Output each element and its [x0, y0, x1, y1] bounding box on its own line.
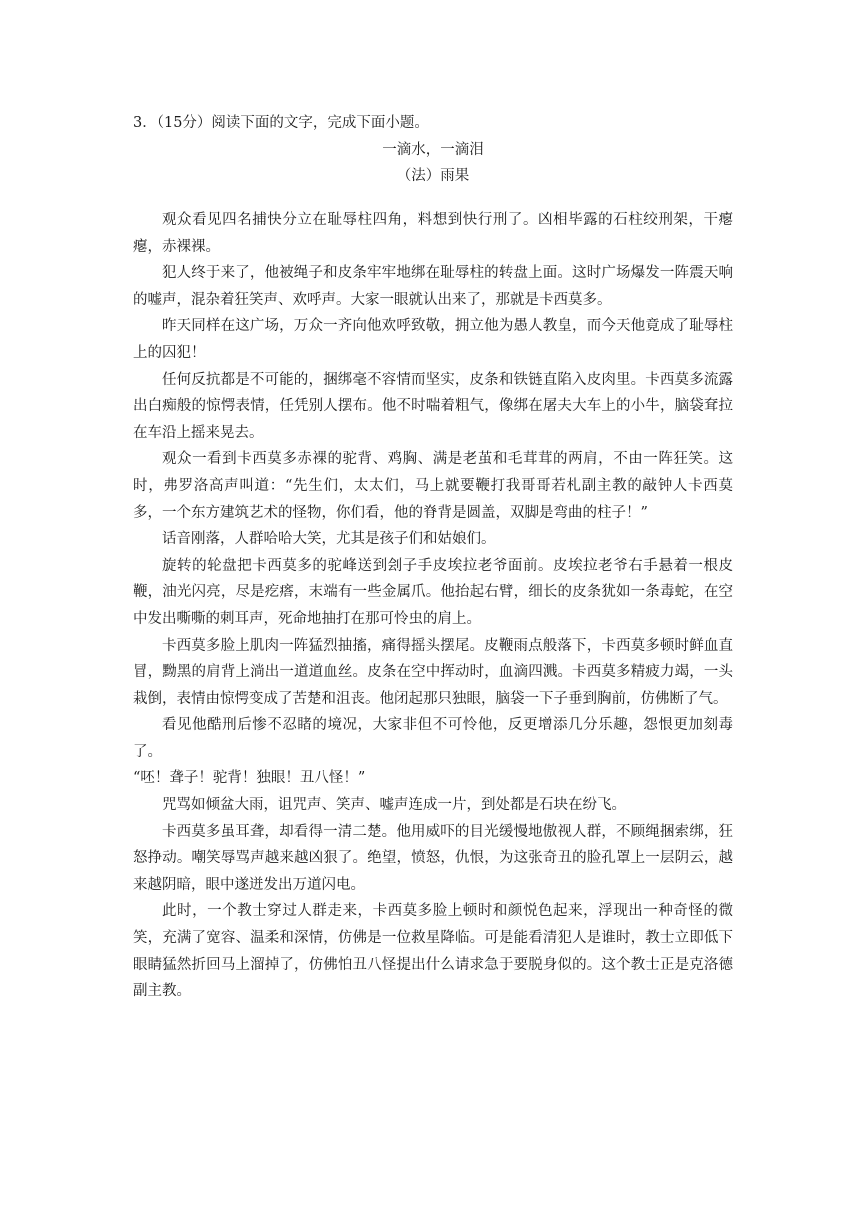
paragraph: 此时，一个教士穿过人群走来，卡西莫多脸上顿时和颜悦色起来，浮现出一种奇怪的微笑，充满了宽容、温柔和深情，仿佛是一位救星降临。可是能看清犯人是谁时，教士立即低下眼睛猛然折回马上溜掉了，仿佛怕丑八怪提出什么请求急于要脱身似的。这个教士正是克洛德副主教。 — [133, 903, 733, 1000]
question-header: 3．（15分）阅读下面的文字，完成下面小题。 — [133, 115, 429, 131]
article-title: 一滴水，一滴泪 — [382, 142, 484, 158]
paragraph: 话音刚落，人群哈哈大笑，尤其是孩子们和姑娘们。 — [162, 531, 496, 548]
article-body — [133, 207, 733, 1005]
paragraph: 昨天同样在这广场，万众一齐向他欢呼致敬，拥立他为愚人教皇，而今天他竟成了耻辱柱上的囚犯！ — [133, 318, 733, 361]
paragraph: 卡西莫多虽耳聋，却看得一清二楚。他用威吓的目光缓慢地傲视人群，不顾绳捆索绑，狂怒挣动。嘲笑辱骂声越来越凶狠了。绝望，愤怒，仇恨，为这张奇丑的脸孔罩上一层阴云，越来越阴暗，眼中遂迸发出万道闪电。 — [133, 823, 733, 893]
paragraph: 卡西莫多脸上肌肉一阵猛烈抽搐，痛得摇头摆尾。皮鞭雨点般落下，卡西莫多顿时鲜血直冒，黝黑的肩背上淌出一道道血丝。皮条在空中挥动时，血滴四溅。卡西莫多精疲力竭，一头栽倒，表情由惊愕变成了苦楚和沮丧。他闭起那只独眼，脑袋一下子垂到胸前，仿佛断了气。 — [133, 637, 733, 707]
paragraph: 咒骂如倾盆大雨，诅咒声、笑声、嘘声连成一片，到处都是石块在纷飞。 — [162, 797, 626, 814]
paragraph: 犯人终于来了，他被绳子和皮条牢牢地绑在耻辱柱的转盘上面。这时广场爆发一阵震天响的嘘声，混杂着狂笑声、欢呼声。大家一眼就认出来了，那就是卡西莫多。 — [133, 265, 733, 308]
paragraph: 观众一看到卡西莫多赤裸的驼背、鸡胸、满是老茧和毛茸茸的两肩，不由一阵狂笑。这时，弗罗洛高声叫道：“先生们，太太们，马上就要鞭打我哥哥若札副主教的敲钟人卡西莫多，一个东方建筑艺术的怪物，你们看，他的脊背是圆盖，双脚是弯曲的柱子！” — [133, 451, 733, 521]
paragraph: 看见他酷刑后惨不忍睹的境况，大家非但不可怜他，反更增添几分乐趣，怨恨更加刻毒了。 — [133, 717, 733, 760]
article-author: （法）雨果 — [396, 168, 470, 184]
paragraph: 旋转的轮盘把卡西莫多的驼峰送到刽子手皮埃拉老爷面前。皮埃拉老爷右手悬着一根皮鞭，油光闪亮，尽是疙瘩，末端有一些金属爪。他抬起右臂，细长的皮条犹如一条毒蛇，在空中发出嘶嘶的刺耳声，死命地抽打在那可怜虫的肩上。 — [133, 557, 733, 627]
quoted-line: “呸！聋子！驼背！独眼！丑八怪！” — [133, 770, 366, 787]
paragraph: 任何反抗都是不可能的，捆绑毫不容情而坚实，皮条和铁链直陷入皮肉里。卡西莫多流露出白痴般的惊愕表情，任凭别人摆布。他不时喘着粗气，像绑在屠夫大车上的小牛，脑袋耷拉在车沿上摇来晃去。 — [133, 371, 733, 441]
paragraph: 观众看见四名捕快分立在耻辱柱四角，料想到快行刑了。凶相毕露的石柱绞刑架，干瘪瘪，赤裸裸。 — [133, 212, 733, 255]
